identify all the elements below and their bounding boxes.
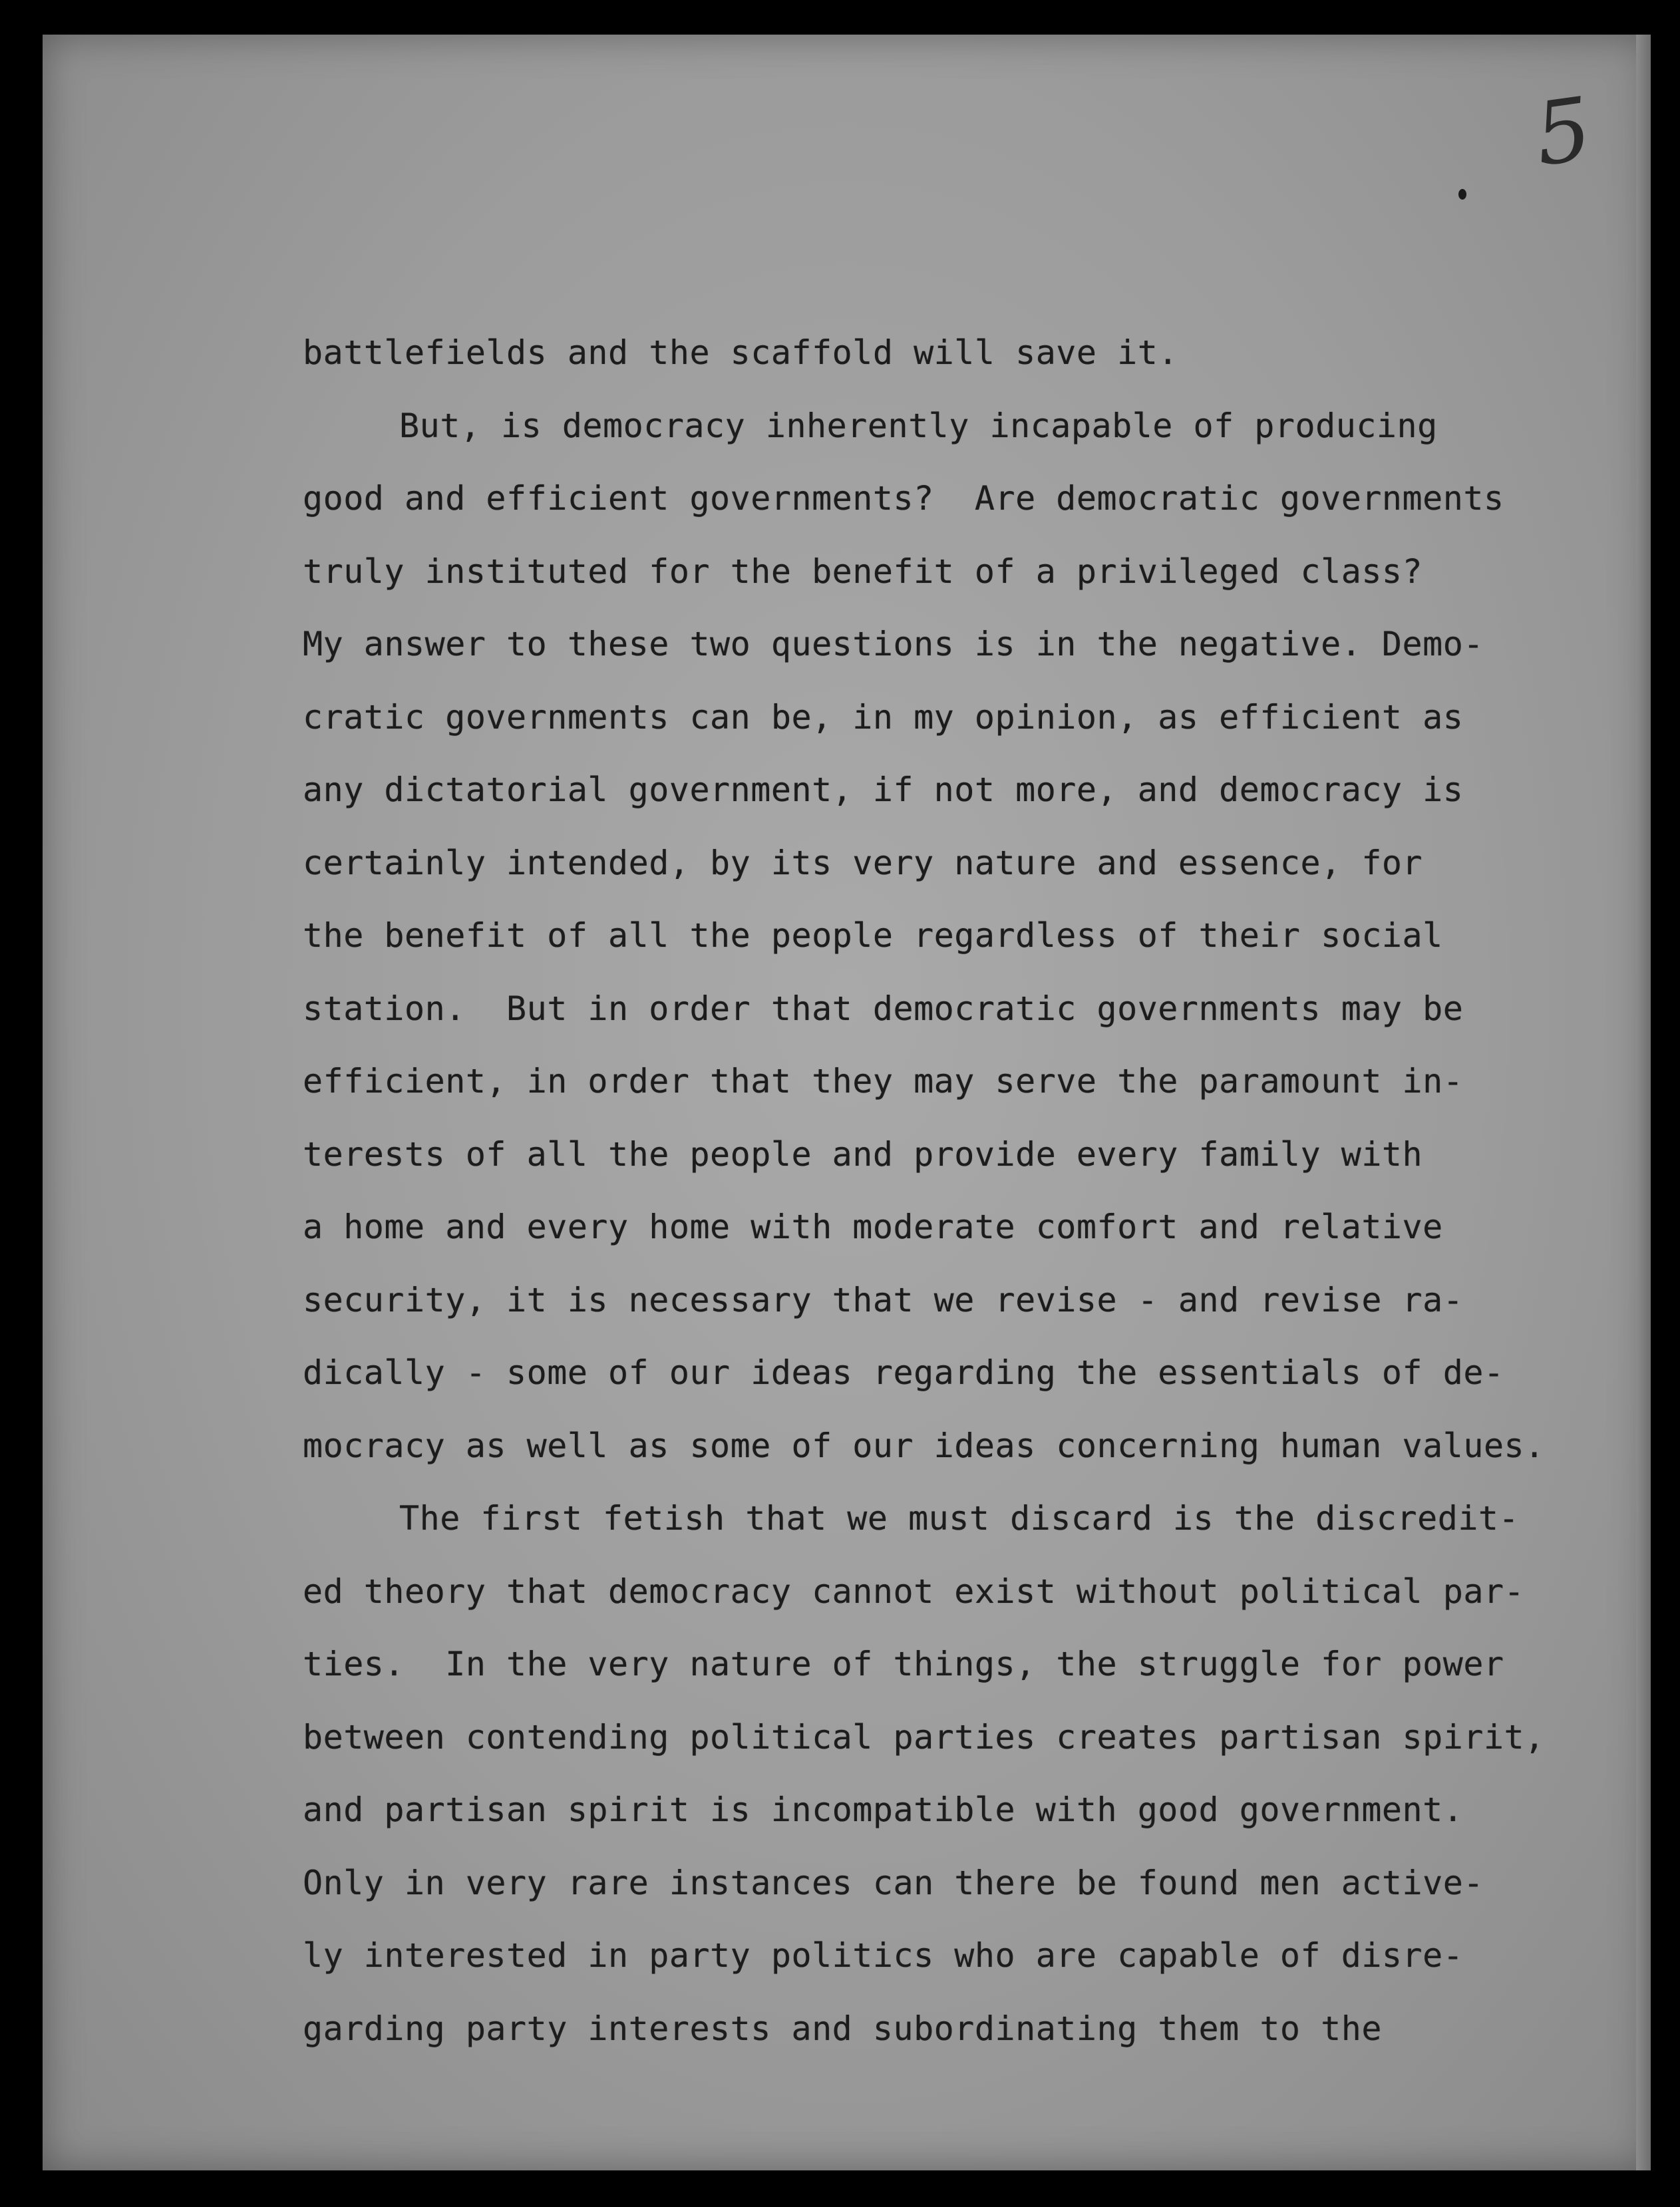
text-line: station. But in order that democratic governments may be — [303, 989, 1464, 1028]
text-line: ed theory that democracy cannot exist without political par- — [303, 1572, 1525, 1611]
text-line: truly instituted for the benefit of a privileged class? — [303, 552, 1423, 591]
text-line: and partisan spirit is incompatible with good government. — [303, 1790, 1464, 1829]
text-line: Only in very rare instances can there be found men active- — [303, 1863, 1484, 1902]
text-line: But, is democracy inherently incapable of producing — [399, 406, 1438, 445]
text-line: battlefields and the scaffold will save it. — [303, 333, 1178, 372]
text-line: ly interested in party politics who are capable of disre- — [303, 1936, 1464, 1975]
text-line: good and efficient governments? Are democratic governments — [303, 479, 1504, 518]
text-line: certainly intended, by its very nature and essence, for — [303, 843, 1423, 882]
text-line: cratic governments can be, in my opinion, as efficient as — [303, 697, 1464, 737]
text-line: mocracy as well as some of our ideas concerning human values. — [303, 1426, 1545, 1465]
text-line: efficient, in order that they may serve the paramount in- — [303, 1062, 1464, 1101]
handwritten-page-number: 5 — [1528, 77, 1597, 186]
text-line: dically - some of our ideas regarding the essentials of de- — [303, 1353, 1504, 1392]
ink-mark — [1458, 189, 1466, 200]
text-line: any dictatorial government, if not more, and democracy is — [303, 770, 1464, 809]
body-text — [303, 329, 1567, 2078]
text-line: garding party interests and subordinating them to the — [303, 2009, 1382, 2048]
text-line: The first fetish that we must discard is the discredit- — [399, 1499, 1520, 1538]
text-line: terests of all the people and provide every family with — [303, 1134, 1423, 1174]
text-line: the benefit of all the people regardless of their social — [303, 916, 1443, 955]
page-edge-shadow — [1636, 35, 1651, 2170]
text-line: My answer to these two questions is in the negative. Demo- — [303, 625, 1484, 663]
text-line: a home and every home with moderate comfort and relative — [303, 1208, 1443, 1246]
text-line: between contending political parties creates partisan spirit, — [303, 1717, 1545, 1757]
text-line: ties. In the very nature of things, the struggle for power — [303, 1645, 1504, 1683]
text-line: security, it is necessary that we revise - and revise ra- — [303, 1280, 1464, 1319]
